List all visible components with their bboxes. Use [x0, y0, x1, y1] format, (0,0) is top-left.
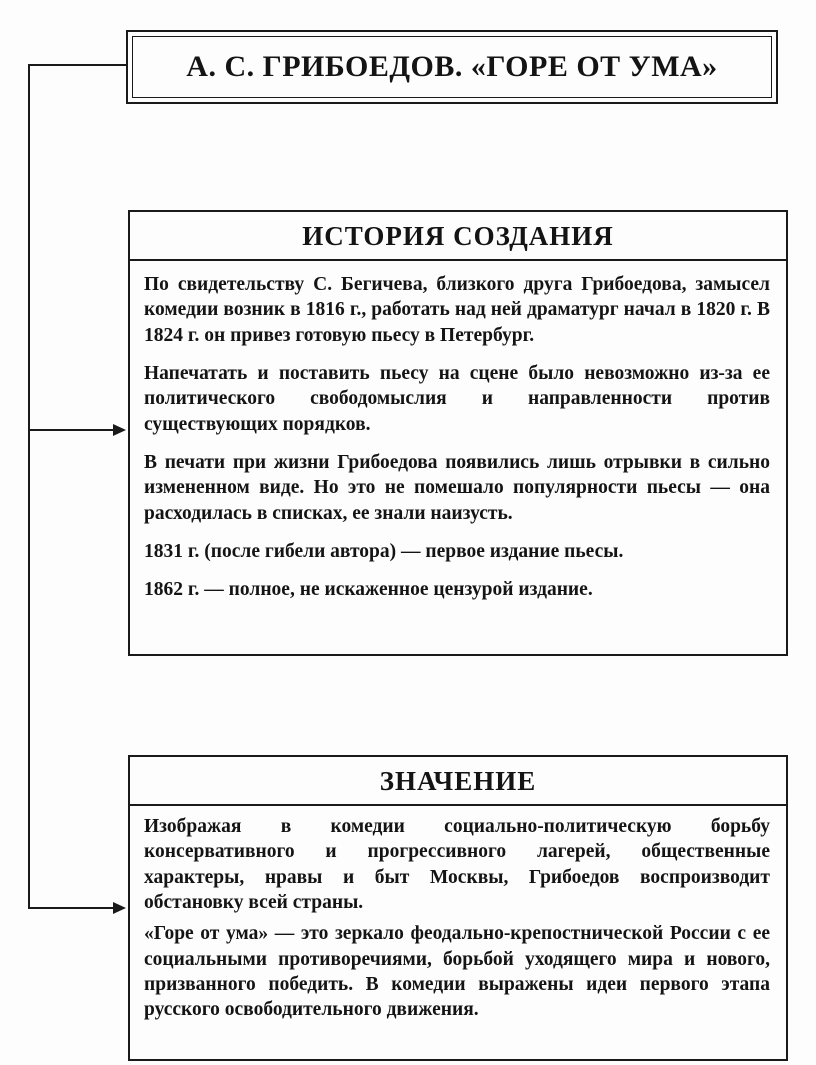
connector-top-horizontal-line [28, 64, 126, 66]
paragraph: «Горе от ума» — это зеркало феодально-крепостнической России с ее социальными противоречиями, борьбой уходящего мира и нового, призванного победить. В комедии выражены идеи первого этапа русского освободительного движения. [144, 923, 770, 1021]
diagram-title: А. С. ГРИБОЕДОВ. «ГОРЕ ОТ УМА» [132, 36, 772, 98]
title-box [126, 30, 778, 104]
connector-vertical-line [28, 64, 30, 909]
section-znachenie-heading: ЗНАЧЕНИЕ [130, 757, 786, 806]
section-znachenie [128, 755, 788, 1061]
paragraph: В печати при жизни Грибоедова появились лишь отрывки в сильно измененном виде. Но это не помешало популярности пьесы — она расходилась в списках, ее знали наизусть. [144, 452, 770, 524]
arrow-right-icon [113, 902, 126, 914]
arrow-right-icon [113, 424, 126, 436]
section-znachenie-body [130, 806, 786, 1031]
section-history-heading: ИСТОРИЯ СОЗДАНИЯ [130, 212, 786, 261]
connector-branch-znachenie-line [28, 907, 114, 909]
paragraph: Изображая в комедии социально-политическую борьбу консервативного и прогрессивного лагерей, общественные характеры, нравы и быт Москвы, Грибоедов воспроизводит обстановку всей страны. [144, 816, 770, 914]
section-history [128, 210, 788, 656]
paragraph: 1862 г. — полное, не искаженное цензурой издание. [144, 579, 593, 601]
connector-branch-history-line [28, 429, 114, 431]
paragraph: По свидетельству С. Бегичева, близкого друга Грибоедова, замысел комедии возник в 1816 г., работать над ней драматург начал в 1820 г. В 1824 г. он привез готовую пьесу в Петербург. [144, 274, 770, 346]
paragraph: 1831 г. (после гибели автора) — первое издание пьесы. [144, 541, 624, 563]
section-history-body [130, 261, 786, 611]
paragraph: Напечатать и поставить пьесу на сцене было невозможно из-за ее политического свободомыслия и направленности против существующих порядков. [144, 363, 770, 435]
